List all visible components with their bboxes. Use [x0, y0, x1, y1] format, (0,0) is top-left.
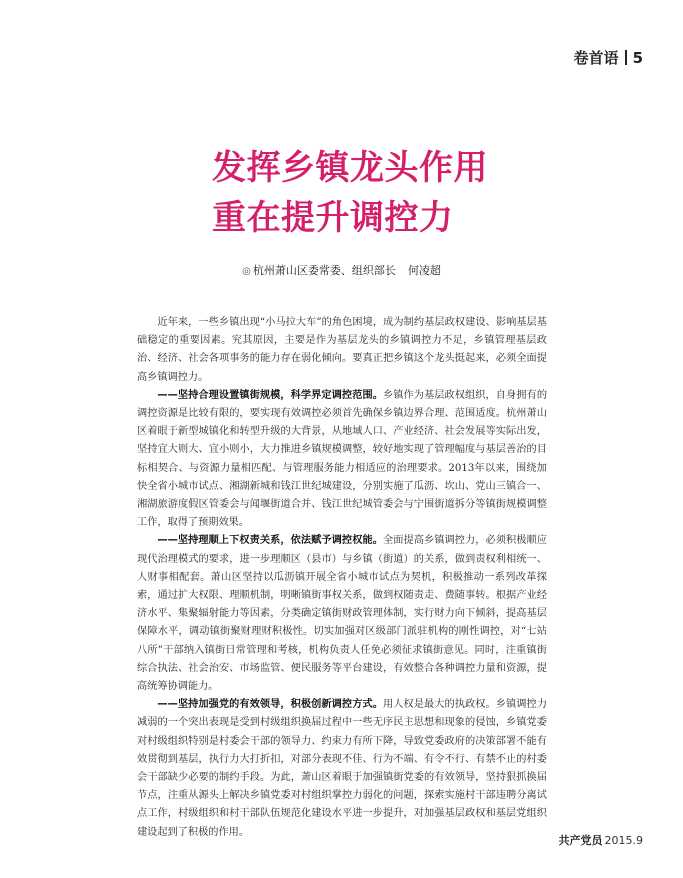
byline [0, 262, 683, 278]
title-line-2: 重在提升调控力 [212, 198, 454, 238]
paragraph [137, 696, 547, 842]
paragraph [137, 387, 547, 533]
issue-number: 2015.9 [604, 834, 643, 847]
page-footer [559, 832, 644, 848]
page-number: 5 [632, 48, 643, 67]
page-header [574, 47, 643, 68]
author-affiliation: 杭州萧山区委常委、组织部长 [252, 264, 396, 277]
paragraph-text: 近年来，一些乡镇出现“小马拉大车”的角色困境，成为制约基层政权建设、影响基层基础稳定的重要因素。究其原因，主要是作为基层龙头的乡镇调控力不足，乡镇管理基层政治、经济、社会各项事务的能力存在弱化倾向。要真正把乡镇这个龙头挺起来，必须全面提高乡镇调控力。 [137, 317, 547, 383]
paragraph-text: 乡镇作为基层政权组织，自身拥有的调控资源是比较有限的，要实现有效调控必须首先确保乡镇边界合理、范围适度。杭州萧山区着眼于新型城镇化和转型升级的大背景，从地域人口、产业经济、社会发展等实际出发，坚持宜大则大、宜小则小，大力推进乡镇规模调整，较好地实现了管理幅度与基层善治的目标相契合、与资源力量相匹配、与管理服务能力相适应的治理要求。2013年以来，围绕加快全省小城市试点、湘湖新城和钱江世纪城建设，分别实施了瓜沥、坎山、党山三镇合一、湘湖旅游度假区管委会与闻堰街道合并、钱江世纪城管委会与宁围街道拆分等镇街规模调整工作，取得了预期效果。 [137, 389, 548, 529]
magazine-logo: 共产党员 [558, 834, 603, 847]
paragraph-text: 全面提高乡镇调控力，必须积极顺应现代治理模式的要求，进一步理顺区（县市）与乡镇（街道）的关系，做到责权利相统一、人财事相配套。萧山区坚持以瓜沥镇开展全省小城市试点为契机，积极推动一系列改革探索，通过扩大权限、理顺机制，明晰镇街事权关系，做到权随责走、费随事转。根据产业经济水平、集聚辐射能力等因素，分类确定镇街财政管理体制，实行财力向下倾斜，提高基层保障水平，调动镇街聚财理财积极性。切实加强对区级部门派驻机构的刚性调控，对“七站八所”干部纳入镇街日常管理和考核，机构负责人任免必须征求镇街意见。同时，注重镇街综合执法、社会治安、市场监管、便民服务等平台建设，有效整合各种调控力量和资源，提高统筹协调能力。 [137, 535, 548, 693]
section-label: 卷首语 [573, 49, 619, 67]
article-title [212, 143, 488, 243]
paragraph-lead: ——坚持加强党的有效领导，积极创新调控方式。 [157, 699, 383, 711]
paragraph-lead: ——坚持合理设置镇街规模，科学界定调控范围。 [157, 389, 383, 401]
paragraph-text: 用人权是最大的执政权。乡镇调控力减弱的一个突出表现是受到村级组织换届过程中一些无序民主思想和现象的侵蚀，乡镇党委对村级组织特别是村委会干部的领导力、约束力有所下降，导致党委政府的决策部署不能有效贯彻到基层，执行力大打折扣，对部分表现不佳、行为不端、有令不行、有禁不止的村委会干部缺少必要的制约手段。为此，萧山区着眼于加强镇街党委的有效领导，坚持狠抓换届节点，注重从源头上解决乡镇党委对村组织掌控力弱化的问题，探索实施村干部违聘分离试点工作，村级组织和村干部队伍规范化建设水平进一步提升，对加强基层政权和基层党组织建设起到了积极的作用。 [137, 699, 548, 838]
title-line-1: 发挥乡镇龙头作用 [212, 148, 488, 188]
paragraph-lead: ——坚持理顺上下权责关系，依法赋予调控权能。 [157, 535, 383, 547]
article-body [137, 314, 547, 842]
byline-mark-icon: ◎ [242, 266, 251, 277]
author-name: 何凌超 [407, 264, 441, 277]
paragraph [137, 532, 547, 696]
header-divider [625, 50, 627, 65]
paragraph [137, 314, 547, 387]
